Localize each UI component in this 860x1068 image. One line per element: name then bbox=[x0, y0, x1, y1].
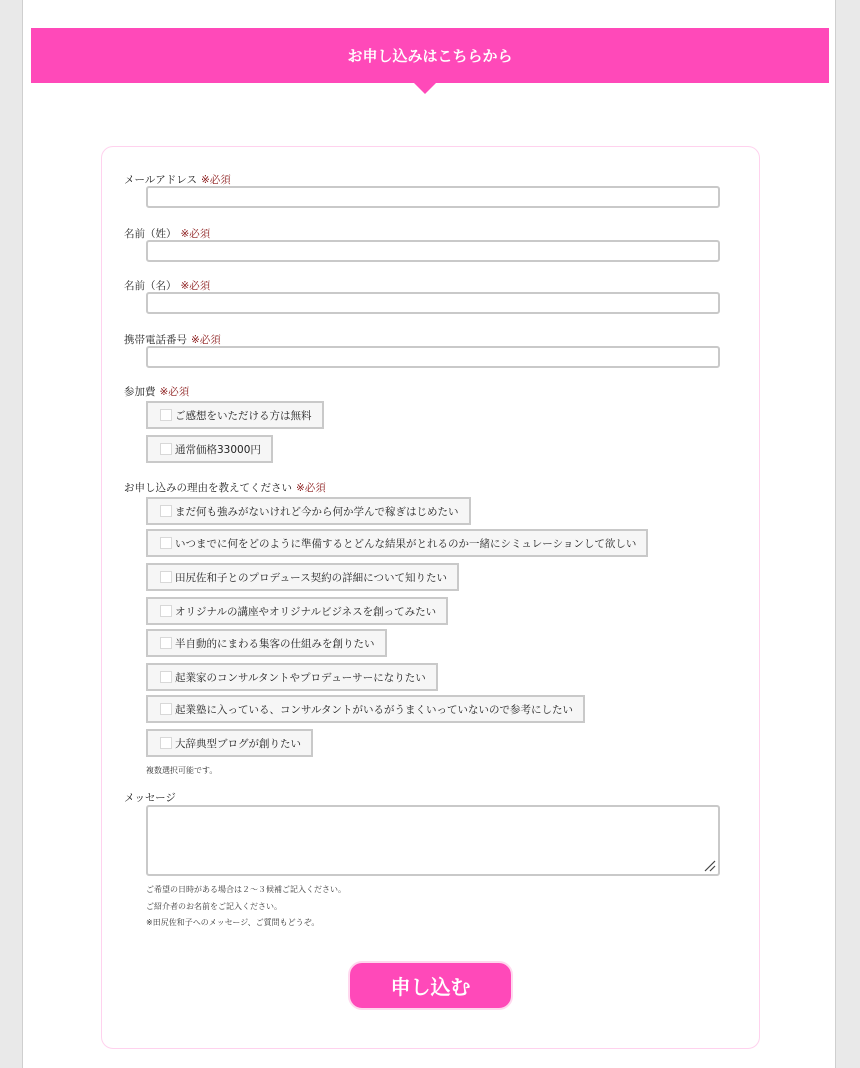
checkbox[interactable] bbox=[160, 737, 172, 749]
required-mark: ※必須 bbox=[191, 334, 221, 346]
required-mark: ※必須 bbox=[200, 174, 231, 186]
reason-option[interactable]: 半自動的にまわる集客の仕組みを創りたい bbox=[146, 629, 387, 657]
email-input[interactable] bbox=[146, 186, 720, 208]
application-form bbox=[101, 146, 760, 1049]
checkbox[interactable] bbox=[160, 703, 172, 715]
checkbox[interactable] bbox=[160, 409, 172, 421]
fee-option-free[interactable]: ご感想をいただける方は無料 bbox=[146, 401, 324, 429]
message-note: ご紹介者のお名前をご記入ください。 bbox=[146, 902, 282, 911]
reason-option[interactable]: オリジナルの講座やオリジナルビジネスを創ってみたい bbox=[146, 597, 448, 625]
message-label: メッセージ bbox=[124, 792, 176, 804]
fee-label: 参加費 ※必須 bbox=[124, 386, 190, 398]
banner-title: お申し込みはこちらから bbox=[347, 47, 513, 65]
fee-option-regular[interactable]: 通常価格33000円 bbox=[146, 435, 273, 463]
application-banner bbox=[31, 28, 829, 83]
phone-input[interactable] bbox=[146, 346, 720, 368]
reason-option[interactable]: 田尻佐和子とのプロデュース契約の詳細について知りたい bbox=[146, 563, 459, 591]
submit-button[interactable]: 申し込む bbox=[348, 961, 513, 1010]
required-mark: ※必須 bbox=[296, 482, 326, 494]
reason-option[interactable]: 起業塾に入っている、コンサルタントがいるがうまくいっていないので参考にしたい bbox=[146, 695, 585, 723]
resize-grip-icon[interactable] bbox=[702, 858, 716, 872]
reason-option[interactable]: まだ何も強みがないけれど今から何か学んで稼ぎはじめたい bbox=[146, 497, 471, 525]
message-note: ご希望の日時がある場合は２〜３候補ご記入ください。 bbox=[146, 885, 346, 894]
phone-label: 携帯電話番号 ※必須 bbox=[124, 334, 221, 346]
checkbox[interactable] bbox=[160, 443, 172, 455]
message-textarea[interactable] bbox=[146, 805, 720, 876]
checkbox[interactable] bbox=[160, 671, 172, 683]
reason-note: 複数選択可能です。 bbox=[146, 766, 218, 775]
first-name-input[interactable] bbox=[146, 292, 720, 314]
required-mark: ※必須 bbox=[159, 386, 190, 398]
required-mark: ※必須 bbox=[180, 280, 211, 292]
last-name-input[interactable] bbox=[146, 240, 720, 262]
reason-option[interactable]: 起業家のコンサルタントやプロデューサーになりたい bbox=[146, 663, 438, 691]
reason-option[interactable]: 大辞典型ブログが創りたい bbox=[146, 729, 313, 757]
reason-option[interactable]: いつまでに何をどのように準備するとどんな結果がとれるのか一緒にシミュレーションして欲しい bbox=[146, 529, 648, 557]
email-label: メールアドレス ※必須 bbox=[124, 174, 231, 186]
reason-label: お申し込みの理由を教えてください ※必須 bbox=[124, 482, 326, 494]
checkbox[interactable] bbox=[160, 537, 172, 549]
page-container bbox=[22, 0, 836, 1068]
checkbox[interactable] bbox=[160, 637, 172, 649]
banner-arrow bbox=[414, 83, 436, 94]
first-name-label: 名前（名） ※必須 bbox=[124, 280, 211, 292]
checkbox[interactable] bbox=[160, 605, 172, 617]
checkbox[interactable] bbox=[160, 505, 172, 517]
last-name-label: 名前（姓） ※必須 bbox=[124, 228, 211, 240]
required-mark: ※必須 bbox=[180, 228, 211, 240]
message-note: ※田尻佐和子へのメッセージ、ご質問もどうぞ。 bbox=[146, 918, 320, 927]
checkbox[interactable] bbox=[160, 571, 172, 583]
